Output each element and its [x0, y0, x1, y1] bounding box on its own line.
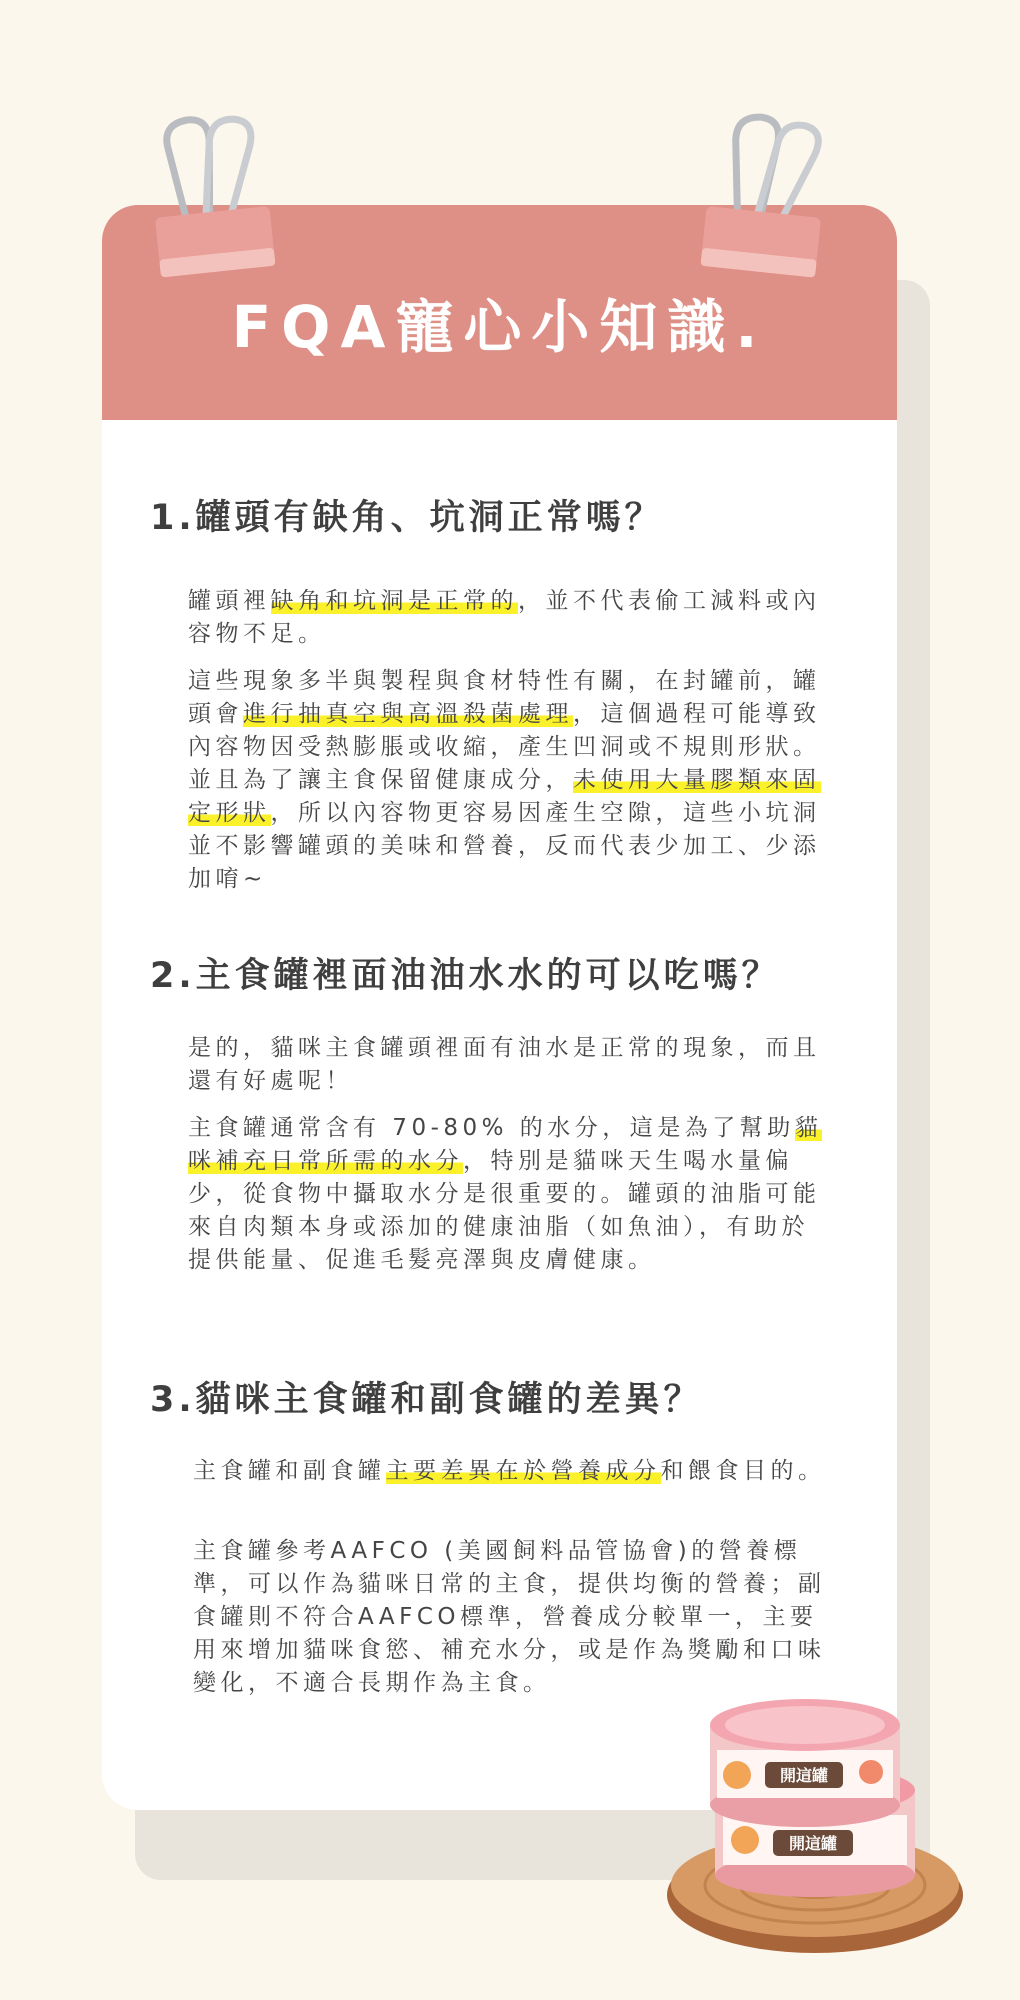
- highlight-text: 進行抽真空與高溫殺菌處理: [243, 701, 573, 727]
- section-2-paragraph-1: 是的，貓咪主食罐頭裡面有油水是正常的現象，而且還有好處呢！: [188, 1035, 821, 1094]
- section-1-heading: 1.罐頭有缺角、坑洞正常嗎？: [150, 498, 664, 538]
- section-2-heading: 2.主食罐裡面油油水水的可以吃嗎？: [150, 956, 781, 996]
- binder-clip-icon: [136, 106, 283, 289]
- can-brand-bottom: 開這罐: [788, 1834, 838, 1853]
- section-3-paragraph-2: 主食罐參考AAFCO (美國飼料品管協會)的營養標準，可以作為貓咪日常的主食，提供均衡的營養；副食罐則不符合AAFCO標準，營養成分較單一，主要用來增加貓咪食慾、補充水分，或是作為獎勵和口味變化，不適合長期作為主食。: [193, 1538, 826, 1696]
- highlight-text: 貓咪補充日常所需的水分: [188, 1115, 823, 1174]
- page-title: FQA寵心小知識.: [231, 292, 768, 361]
- section-3-paragraph-1: 主食罐和副食罐主要差異在於營養成分和餵食目的。: [193, 1458, 826, 1484]
- highlight-text: 未使用大量膠類來固定形狀: [188, 767, 821, 826]
- section-3-heading: 3.貓咪主食罐和副食罐的差異？: [150, 1380, 703, 1420]
- cat-food-cans-image: [665, 1680, 965, 1970]
- highlight-text: 缺角和坑洞是正常的: [270, 588, 518, 614]
- section-1-paragraph-2: 這些現象多半與製程與食材特性有關，在封罐前，罐頭會進行抽真空與高溫殺菌處理，這個過程可能導致內容物因受熱膨脹或收縮，產生凹洞或不規則形狀。並且為了讓主食保留健康成分，未使用大量膠類來固定形狀，所以內容物更容易因產生空隙，這些小坑洞並不影響罐頭的美味和營養，反而代表少加工、少添加唷~: [188, 668, 821, 892]
- section-2-paragraph-2: 主食罐通常含有 70-80% 的水分，這是為了幫助貓咪補充日常所需的水分，特別是貓咪天生喝水量偏少，從食物中攝取水分是很重要的。罐頭的油脂可能來自肉類本身或添加的健康油脂（如魚油），有助於提供能量、促進毛髮亮澤與皮膚健康。: [188, 1115, 823, 1273]
- section-1-paragraph-1: 罐頭裡缺角和坑洞是正常的，並不代表偷工減料或內容物不足。: [188, 588, 821, 647]
- can-brand-top: 開這罐: [779, 1766, 829, 1785]
- highlight-text: 主要差異在於營養成分: [385, 1458, 661, 1484]
- binder-clip-icon: [691, 106, 838, 289]
